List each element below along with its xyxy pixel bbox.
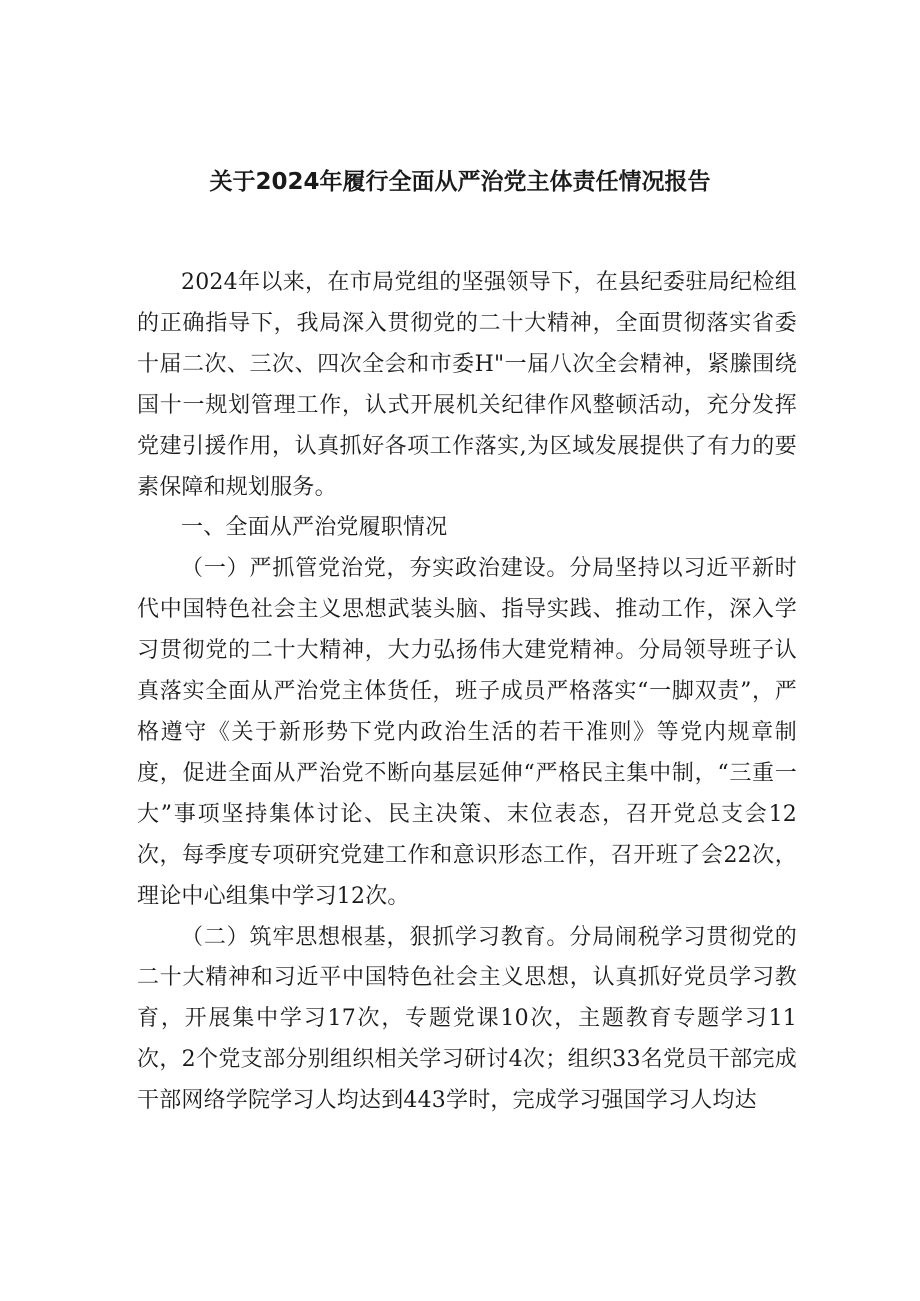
section-heading: 一、全面从严治党履职情况 bbox=[181, 515, 448, 541]
paragraph-study-education: （二）筑牢思想根基，狠抓学习教育。分局闹税学习贯彻党的二十大精神和习近平中国特色社会主义思想，认真抓好党员学习教育，开展集中学习17次，专题党课10次，主题教育专题学习11次，2个党支部分别组织相关学习研讨4次；组织33名党员干部完成干部网络学院学习人均达到443学时，完成学习强国学习人均达 bbox=[137, 924, 797, 1114]
document-title: 关于2024年履行全面从严治党主体责任情况报告 bbox=[209, 169, 711, 195]
document-body bbox=[137, 263, 797, 1122]
paragraph-political-building: （一）严抓管党治党，夯实政治建设。分局坚持以习近平新时代中国特色社会主义思想武装头脑、指导实践、推动工作，深入学习贯彻党的二十大精神，大力弘扬伟大建党精神。分局领导班子认真落实全面从严治党主体货任，班子成员严格落实“一脚双责”，严格遵守《关于新形势下党内政治生活的若干准则》等党内规章制度，促进全面从严治党不断向基层延伸“严格民主集中制，“三重一大”事项坚持集体讨论、民主决策、末位表态，召开党总支会12次，每季度专项研究党建工作和意识形态工作，召开班了会22次，理论中心组集中学习12次。 bbox=[137, 556, 797, 909]
intro-paragraph: 2024年以来，在市局党组的坚强领导下，在县纪委驻局纪检组的正确指导下，我局深入贯彻党的二十大精神，全面贯彻落实省委十届二次、三次、四次全会和市委H"一届八次全会精神，紧縢围绕国十一规划管理工作，认式开展机关纪律作风整顿活动，充分发挥党建引援作用，认真抓好各项工作落实,为区域发展提供了有力的要素保障和规划服务。 bbox=[137, 270, 797, 500]
